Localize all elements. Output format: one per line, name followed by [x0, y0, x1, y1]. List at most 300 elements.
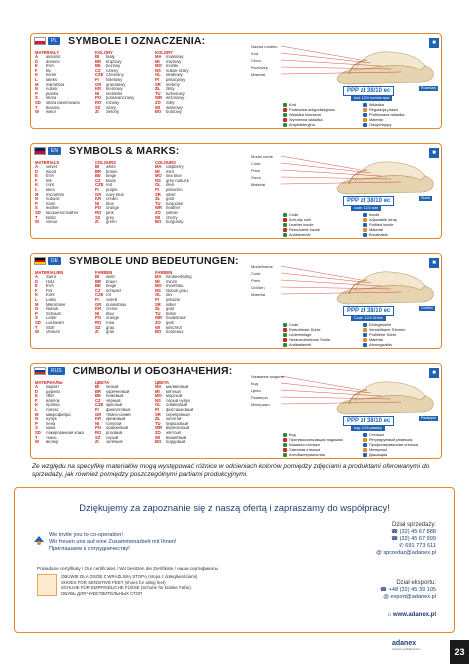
panel-title: СИМВОЛЫ И ОБОЗНАЧЕНИЯ: — [72, 365, 233, 377]
legend-label: Стелька — [369, 432, 384, 437]
meaning: turkusowy — [166, 91, 185, 96]
meaning: вишнёвый — [166, 435, 187, 440]
code: RÓ — [95, 320, 102, 325]
code: NS — [155, 288, 161, 293]
code: FI — [95, 297, 99, 302]
code: KR — [95, 417, 102, 422]
code: OL — [155, 73, 161, 78]
code: NS — [155, 398, 161, 403]
code: ZŁ — [155, 417, 161, 422]
meaning: золотой — [166, 417, 182, 422]
meaning: yellow — [166, 210, 178, 215]
legend-label: Antybakteryjna — [289, 122, 315, 127]
code: ZŁ — [155, 87, 161, 92]
meaning: wood — [46, 169, 57, 174]
legend-icon — [363, 218, 367, 222]
code: TU — [155, 91, 161, 96]
code: RÓ — [95, 100, 102, 105]
code: RÓ — [95, 210, 102, 215]
meaning: felt — [46, 178, 52, 183]
meaning: фисташковый — [166, 407, 194, 412]
meaning: bordowy — [166, 110, 182, 115]
website-link[interactable]: ⌂ www.adanex.pl — [387, 612, 436, 618]
code-strip: Code: 12/4 Größe — [351, 316, 386, 321]
export-phone[interactable]: ☎ +48 (32) 45 39 105 — [380, 587, 436, 593]
code-columns — [35, 270, 211, 335]
legend-label: Wkładka skórzana — [289, 112, 321, 117]
meaning: malinowy — [166, 55, 184, 59]
code: E — [35, 174, 38, 179]
code: MI — [155, 279, 160, 284]
certificate-block — [37, 574, 197, 596]
legend-icon — [363, 443, 367, 447]
sales-mobile[interactable]: ✆ 691 773 611 — [399, 543, 436, 549]
shoe-example — [251, 146, 441, 218]
column-header: KOLORY — [155, 50, 173, 55]
foot-certificate-icon — [37, 574, 57, 596]
panel-header — [31, 364, 271, 378]
meaning: микрофибра — [46, 412, 71, 417]
panel-header — [31, 254, 271, 268]
language-tag: DE — [48, 257, 61, 265]
code: CZE — [95, 73, 104, 78]
meaning: morski — [166, 64, 179, 69]
code: N — [35, 87, 39, 92]
code: BO — [155, 220, 162, 225]
code: BR — [95, 279, 102, 284]
meaning: nubuk szary — [166, 68, 189, 73]
meaning: Nubuk — [46, 307, 59, 312]
meaning: microfibre — [46, 192, 65, 197]
code: A — [35, 165, 39, 169]
meaning: EVA — [46, 64, 55, 69]
code-row — [35, 110, 91, 115]
legend-icon — [363, 438, 367, 442]
code: BR — [95, 389, 102, 394]
callout-label: Цена — [251, 388, 261, 393]
code: NI — [95, 421, 100, 426]
callout-label: Code — [251, 161, 261, 166]
panel-title: SYMBOLS & MARKS: — [68, 145, 180, 157]
meaning: olive — [166, 183, 175, 188]
clog-illustration — [251, 146, 441, 218]
icon-legend — [283, 102, 439, 127]
code: P — [35, 201, 38, 206]
legend-label: Material — [369, 337, 383, 342]
clog-illustration — [251, 256, 441, 328]
code: ZŁ — [155, 307, 161, 312]
legend-icon — [363, 453, 367, 457]
code: NI — [95, 311, 100, 316]
shoe-example — [251, 36, 441, 108]
meaning: серый — [106, 435, 119, 440]
code: N — [35, 197, 39, 202]
legend-icon — [283, 323, 287, 327]
meaning: cherry — [166, 215, 178, 220]
code: SR — [155, 192, 161, 197]
sales-heading: Dział sprzedaży: — [391, 522, 436, 528]
meaning: бежевый — [106, 394, 124, 399]
meaning: velour — [46, 220, 58, 225]
callout-label: Code — [251, 271, 261, 276]
meaning: foam — [46, 201, 56, 206]
code-column — [155, 380, 211, 445]
code: WR — [155, 206, 162, 211]
export-email[interactable]: @ export@adanex.pl — [383, 594, 436, 600]
legend-label: Verstellbarer Riemen — [369, 327, 406, 332]
meaning: Mikrofaser — [46, 302, 66, 307]
code: SZ — [95, 215, 101, 220]
meaning: braun — [106, 279, 117, 284]
code-column — [95, 160, 151, 225]
legend-icon — [283, 328, 287, 332]
meaning: czerwony — [106, 73, 124, 78]
code: M — [35, 192, 39, 197]
sales-phone-1[interactable]: ☎ (32) 45 67 888 — [391, 529, 436, 535]
code: K — [35, 293, 39, 298]
color-disclaimer: Ze względu na specyfikę materiałów mogą występować różnice w odcieniach kolorów pomiędzy zdjęciami a produktami oferowanymi do sprzedaży, jak również pomiędzy poszczególnymi partiami produkcyjnymi. — [32, 463, 430, 479]
legend-icon — [363, 118, 367, 122]
meaning: miętowy — [166, 59, 182, 64]
code: MA — [155, 385, 162, 389]
code: N — [35, 307, 39, 312]
legend-label: Leather insole — [289, 222, 314, 227]
code: MA — [155, 55, 162, 59]
meaning: filc — [46, 68, 52, 73]
legend-icon — [363, 223, 367, 227]
meaning: wrzosowy — [166, 96, 185, 101]
legend-label: Сменная стелька — [289, 447, 321, 452]
legend-icon — [363, 108, 367, 112]
meaning: wiśniowy — [166, 105, 183, 110]
code: S — [35, 316, 38, 321]
code: CZE — [95, 293, 104, 298]
legend-label: Код — [289, 432, 296, 437]
code: BE — [95, 284, 101, 289]
code: W — [35, 220, 39, 225]
meaning: белый — [106, 385, 119, 389]
meaning: szary — [106, 105, 117, 110]
callout-label: Размеры — [251, 395, 268, 400]
meaning: korek — [46, 73, 57, 78]
handshake-icon — [33, 534, 45, 546]
code: A — [35, 275, 39, 279]
symbols-panel-de — [30, 253, 442, 349]
code: WR — [155, 96, 162, 101]
code: L — [35, 297, 38, 302]
meaning: minze — [166, 279, 178, 284]
meaning: лакированная кожа — [46, 430, 84, 435]
meaning: silver — [166, 192, 176, 197]
code-row — [35, 330, 91, 335]
legend-label: Профилированная стелька — [369, 442, 419, 447]
meaning: бордовый — [166, 440, 186, 445]
legend-label: Regulacja paska — [369, 107, 398, 112]
meaning: niebieski — [106, 91, 123, 96]
meaning: green — [106, 220, 117, 225]
sales-phone-2[interactable]: ☎ (32) 45 67 999 — [391, 536, 436, 542]
legend-label: Breathable — [369, 232, 388, 237]
callout-label: Код — [251, 381, 258, 386]
meaning: żółty — [166, 100, 175, 105]
column-header: COLOURS — [95, 160, 116, 165]
meaning: granatowy — [106, 82, 126, 87]
flag-icon — [34, 257, 46, 265]
meaning: pistacjowy — [166, 77, 186, 82]
meaning: aksamit — [46, 55, 61, 59]
code: D — [35, 279, 39, 284]
legend-label: Profilierte Sohle — [369, 332, 397, 337]
code-row — [155, 330, 211, 335]
code: GR — [95, 412, 102, 417]
meaning: zielony — [106, 110, 120, 115]
meaning: beżowy — [106, 64, 121, 69]
legend-icon — [363, 103, 367, 107]
meaning: violett — [106, 297, 117, 302]
code-columns — [35, 50, 211, 115]
code: BR — [95, 169, 102, 174]
code: SD — [35, 320, 41, 325]
code-column — [95, 270, 151, 335]
code: KR — [95, 307, 102, 312]
meaning: skóra lakierowana — [46, 100, 80, 105]
meaning: серый нубук — [166, 398, 190, 403]
legend-item — [363, 452, 439, 457]
code-column — [155, 270, 211, 335]
legend-label: Антибактериальная — [289, 452, 325, 457]
legend-label: Material — [369, 227, 383, 232]
meaning: brązowy — [106, 59, 122, 64]
code: BR — [95, 59, 102, 64]
code: MA — [155, 165, 162, 169]
code: ZŁ — [155, 197, 161, 202]
meaning: тёмно-синий — [106, 412, 131, 417]
sales-contacts — [376, 522, 436, 557]
legend-label: Adjustable strap — [369, 217, 397, 222]
meaning: серебряный — [166, 412, 190, 417]
column-header: ЦВЕТА — [155, 380, 170, 385]
cert-line: ОБУВЬ ДЛЯ ЧУВСТВИТЕЛЬНЫХ СТОП — [61, 590, 143, 596]
meaning: EVA — [46, 174, 55, 179]
code: WI — [155, 215, 161, 220]
code-columns — [35, 380, 211, 445]
callout-label: Materiał — [251, 72, 266, 77]
cert-line: SCHUHE FÜR EMPFINDLICHE FÜSSE (Schuhe für kranke Füße) — [61, 585, 191, 591]
code: SR — [155, 412, 161, 417]
code-column — [35, 160, 91, 225]
meaning: ткань — [46, 435, 57, 440]
code: PO — [95, 316, 102, 321]
legend-icon — [363, 343, 367, 347]
meaning: red — [106, 183, 113, 188]
code: M — [35, 412, 39, 417]
legend-label: Wkładka — [369, 102, 384, 107]
meaning: rot — [106, 293, 111, 298]
symbols-panel-rus — [30, 363, 442, 459]
meaning: różowy — [106, 100, 120, 105]
meaning: leather — [46, 206, 59, 211]
code: ZI — [95, 110, 99, 115]
legend-icon — [363, 113, 367, 117]
meaning: EVA — [46, 284, 55, 289]
legend-label: Code — [289, 322, 299, 327]
legend-icon — [283, 443, 287, 447]
code: WR — [155, 426, 162, 431]
adanex-logo: adanex obuwie profilaktyczne — [392, 640, 421, 651]
code-row — [155, 220, 211, 225]
code: BO — [155, 440, 162, 445]
meaning: fabric — [46, 215, 57, 220]
legend-item — [363, 342, 439, 347]
callout-label: Price — [251, 168, 261, 173]
code: ZI — [95, 330, 99, 335]
language-tag: RUS — [48, 367, 65, 375]
code: GR — [95, 82, 102, 87]
meaning: пробка — [46, 403, 60, 408]
code: WI — [155, 325, 161, 330]
code: TU — [155, 201, 161, 206]
legend-label: Antibakteriell — [289, 342, 312, 347]
info-badge-icon: ■ — [429, 38, 439, 48]
meaning: beige — [106, 284, 117, 289]
meaning: оливковый — [166, 403, 188, 408]
code: BI — [95, 165, 100, 169]
code: PI — [155, 407, 159, 412]
meaning: latex — [46, 187, 55, 192]
legend-label: Antibacterial — [289, 232, 311, 237]
legend-label: Дышащая — [369, 452, 388, 457]
legend-item — [283, 342, 359, 347]
flag-icon — [34, 367, 46, 375]
code: E — [35, 284, 38, 289]
legend-icon — [363, 338, 367, 342]
legend-icon — [283, 223, 287, 227]
sales-email[interactable]: @ sprzedaz@adanex.pl — [376, 550, 436, 556]
code: WI — [155, 105, 161, 110]
meaning: oliwkowy — [166, 73, 183, 78]
code-row — [95, 220, 151, 225]
meaning: sea blue — [166, 174, 182, 179]
sizes-tag: Sizes — [421, 196, 430, 200]
meaning: зелёный — [106, 440, 123, 445]
meaning: mikrofibra — [46, 82, 65, 87]
callout-label: Nazwa modelu — [251, 44, 278, 49]
code: F — [35, 178, 38, 183]
code: ZI — [95, 440, 99, 445]
code: MO — [155, 394, 162, 399]
meaning: rosa — [106, 320, 115, 325]
legend-icon — [283, 123, 287, 127]
legend-icon — [363, 213, 367, 217]
meaning: pistazie — [166, 297, 181, 302]
icon-legend — [283, 322, 439, 347]
legend-label: Wymienna wkładka — [289, 117, 323, 122]
legend-label: Rutschfeste Sohle — [289, 327, 321, 332]
sizes-tag: Размеры — [421, 416, 436, 420]
code: K — [35, 183, 39, 188]
meaning: grey nubuck — [166, 178, 189, 183]
meaning: латекс — [46, 407, 59, 412]
legend-label: Herausnehmbare Sohle — [289, 337, 331, 342]
thanks-heading: Dziękujemy za zapoznanie się z naszą ofertą i zapraszamy do współpracy! — [79, 502, 390, 513]
flag-icon — [34, 37, 46, 45]
code: N — [35, 417, 39, 422]
meaning: Nubuk grau — [166, 288, 188, 293]
panel-title: SYMBOLE UND BEDEUTUNGEN: — [68, 255, 239, 267]
code: NI — [95, 91, 100, 96]
meaning: дерево — [46, 389, 60, 394]
meaning: велюр — [46, 440, 59, 445]
callout-label: Model name — [251, 154, 274, 159]
code-row — [35, 440, 91, 445]
flag-icon — [34, 147, 46, 155]
meaning: Lackleder — [46, 320, 65, 325]
meaning: жёлтый — [166, 430, 181, 435]
legend-label: Ledereinlage — [289, 332, 312, 337]
code: ŻÓ — [155, 100, 161, 105]
legend-icon — [283, 113, 287, 117]
code: KR — [95, 197, 102, 202]
legend-icon — [283, 453, 287, 457]
callout-label: Rozmiary — [251, 65, 268, 70]
meaning: pomarańczowy — [106, 96, 135, 101]
legend-icon — [283, 218, 287, 222]
code: S — [35, 96, 38, 101]
code: NS — [155, 68, 161, 73]
code: NI — [95, 201, 100, 206]
legend-icon — [283, 343, 287, 347]
meaning: himbeerfarbig — [166, 275, 192, 279]
code: BI — [95, 55, 100, 59]
callout-label: Sizes — [251, 175, 261, 180]
legend-icon — [283, 338, 287, 342]
meaning: grey — [106, 215, 115, 220]
meaning: brown — [106, 169, 118, 174]
panel-header — [31, 34, 271, 48]
code: ŻÓ — [155, 430, 161, 435]
meaning: розовый — [106, 430, 123, 435]
code: A — [35, 385, 39, 389]
export-contacts — [380, 580, 436, 601]
code: BO — [155, 110, 162, 115]
code: CZE — [95, 183, 104, 188]
meaning: fioletowy — [106, 77, 123, 82]
code: BI — [95, 385, 100, 389]
code: F — [35, 68, 38, 73]
meaning: ЭВА — [46, 394, 55, 399]
meaning: lacquered leather — [46, 210, 79, 215]
legend-label: Регулируемый ремешок — [369, 437, 413, 442]
code: M — [35, 82, 39, 87]
legend-icon — [283, 433, 287, 437]
code: PO — [95, 206, 102, 211]
meaning: türkis — [166, 311, 177, 316]
code: CZ — [95, 178, 101, 183]
meaning: нубук — [46, 417, 57, 422]
code: GR — [95, 302, 102, 307]
meaning: turquoise — [166, 201, 184, 206]
code: GR — [95, 192, 102, 197]
code: CZ — [95, 68, 101, 73]
legend-item — [283, 232, 359, 237]
code: OL — [155, 183, 161, 188]
meaning: lateks — [46, 77, 57, 82]
legend-icon — [363, 333, 367, 337]
panel-header — [31, 144, 274, 159]
code: K — [35, 403, 39, 408]
price-box: PPP zł 38/10 ec — [343, 86, 394, 96]
meaning: velvet — [46, 165, 57, 169]
